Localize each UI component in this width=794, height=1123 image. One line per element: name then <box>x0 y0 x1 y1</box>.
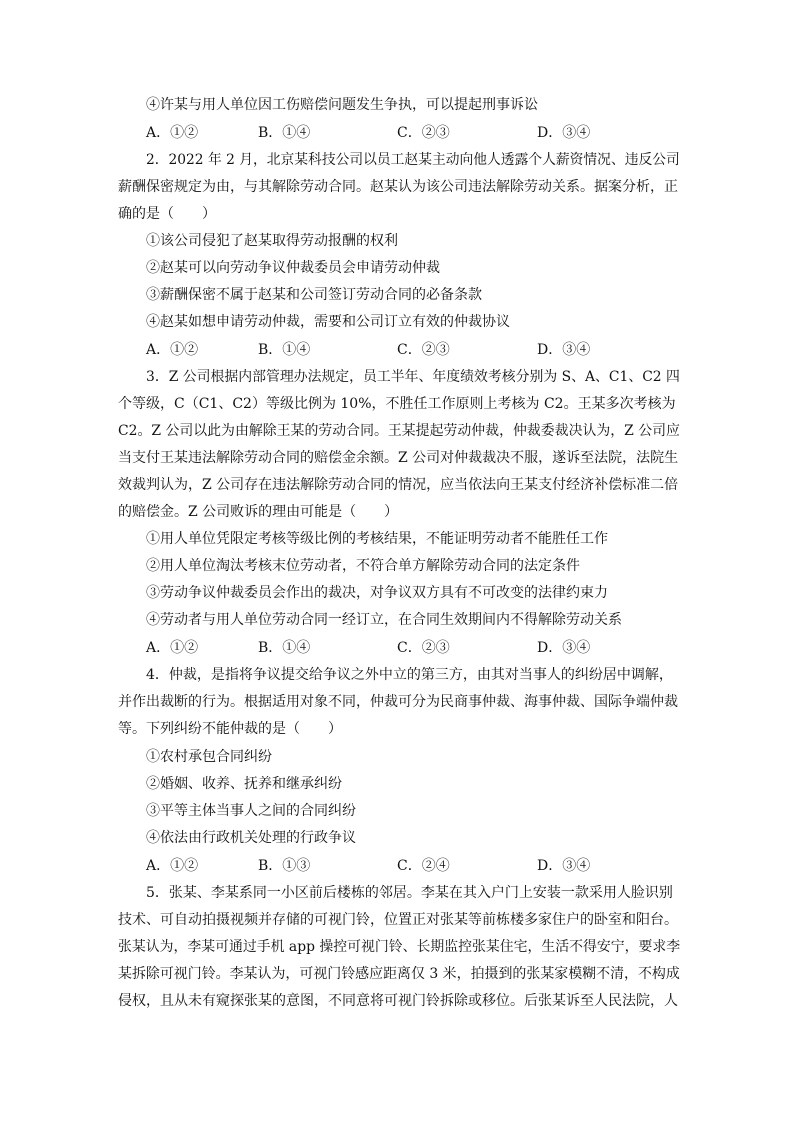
q5-stem-line: 张某认为，李某可通过手机 app 操控可视门铃、长期监控张某住宅，生活不得安宁，要求李 <box>118 939 681 955</box>
q4-statement-3: ③平等主体当事人之间的合同纠纷 <box>146 803 356 819</box>
q1-option-a: A．①② <box>146 125 199 141</box>
q2-statement-3: ③薪酬保密不属于赵某和公司签订劳动合同的必备条款 <box>146 287 482 303</box>
q2-option-c: C．②③ <box>397 342 450 358</box>
q3-option-a: A．①② <box>146 640 199 656</box>
q2-option-b: B．①④ <box>258 342 311 358</box>
q2-option-d: D．③④ <box>537 342 591 358</box>
q3-option-d: D．③④ <box>537 640 591 656</box>
q3-stem-line: 的赔偿金。Z 公司败诉的理由可能是（ ） <box>118 504 399 520</box>
q5-stem-line: 侵权，且从未有窥探张某的意图，不同意将可视门铃拆除或移位。后张某诉至人民法院，人 <box>118 993 678 1009</box>
q4-statement-1: ①农村承包合同纠纷 <box>146 749 272 765</box>
q3-statement-1: ①用人单位凭限定考核等级比例的考核结果，不能证明劳动者不能胜任工作 <box>146 531 608 547</box>
q2-option-a: A．①② <box>146 342 199 358</box>
q4-option-d: D．③④ <box>537 858 591 874</box>
q2-stem-line: 2．2022 年 2 月，北京某科技公司以员工赵某主动向他人透露个人薪资情况、违反公司 <box>146 152 680 168</box>
q5-stem-line: 5．张某、李某系同一小区前后楼栋的邻居。李某在其入户门上安装一款采用人脸识别 <box>146 885 673 901</box>
q4-option-a: A．①② <box>146 858 199 874</box>
q4-stem-line: 4．仲裁，是指将争议提交给争议之外中立的第三方，由其对当事人的纠纷居中调解， <box>146 667 673 683</box>
q2-statement-2: ②赵某可以向劳动争议仲裁委员会申请劳动仲裁 <box>146 260 440 276</box>
q3-statement-4: ④劳动者与用人单位劳动合同一经订立，在合同生效期间内不得解除劳动关系 <box>146 612 622 628</box>
q1-statement-4: ④许某与用人单位因工伤赔偿问题发生争执，可以提起刑事诉讼 <box>146 97 538 113</box>
q3-statement-2: ②用人单位淘汰考核末位劳动者，不符合单方解除劳动合同的法定条件 <box>146 558 580 574</box>
q4-stem-line: 等。下列纠纷不能仲裁的是（ ） <box>118 721 342 737</box>
q4-statement-2: ②婚姻、收养、抚养和继承纠纷 <box>146 776 342 792</box>
q2-stem-line: 确的是（ ） <box>118 206 216 222</box>
q1-option-b: B．①④ <box>258 125 311 141</box>
q1-option-d: D．③④ <box>537 125 591 141</box>
q3-option-b: B．①④ <box>258 640 311 656</box>
q2-statement-4: ④赵某如想申请劳动仲裁，需要和公司订立有效的仲裁协议 <box>146 314 510 330</box>
q3-option-c: C．②③ <box>397 640 450 656</box>
q3-stem-line: 个等级，C（C1、C2）等级比例为 10%，不胜任工作原则上考核为 C2。王某多次考核为 <box>118 396 676 412</box>
q5-stem-line: 某拆除可视门铃。李某认为，可视门铃感应距离仅 3 米，拍摄到的张某家模糊不清，不构成 <box>118 966 680 982</box>
q3-statement-3: ③劳动争议仲裁委员会作出的裁决，对争议双方具有不可改变的法律约束力 <box>146 585 608 601</box>
q1-option-c: C．②③ <box>397 125 450 141</box>
q4-option-b: B．①③ <box>258 858 311 874</box>
q4-statement-4: ④依法由行政机关处理的行政争议 <box>146 830 356 846</box>
q4-option-c: C．②④ <box>397 858 450 874</box>
q4-stem-line: 并作出裁断的行为。根据适用对象不同，仲裁可分为民商事仲裁、海事仲裁、国际争端仲裁 <box>118 694 678 710</box>
q2-statement-1: ①该公司侵犯了赵某取得劳动报酬的权利 <box>146 233 398 249</box>
q3-stem-line: 当支付王某违法解除劳动合同的赔偿金余额。Z 公司对仲裁裁决不服，遂诉至法院，法院生 <box>118 450 679 466</box>
q2-stem-line: 薪酬保密规定为由，与其解除劳动合同。赵某认为该公司违法解除劳动关系。据案分析，正 <box>118 179 678 195</box>
q5-stem-line: 技术、可自动拍摄视频并存储的可视门铃，位置正对张某等前栋楼多家住户的卧室和阳台。 <box>118 912 678 928</box>
q3-stem-line: 效裁判认为，Z 公司存在违法解除劳动合同的情况，应当依法向王某支付经济补偿标准二倍 <box>118 477 679 493</box>
q3-stem-line: 3．Z 公司根据内部管理办法规定，员工半年、年度绩效考核分别为 S、A、C1、C2 四 <box>146 369 680 385</box>
q3-stem-line: C2。Z 公司以此为由解除王某的劳动合同。王某提起劳动仲裁，仲裁委裁决认为，Z 公司应 <box>118 423 680 439</box>
